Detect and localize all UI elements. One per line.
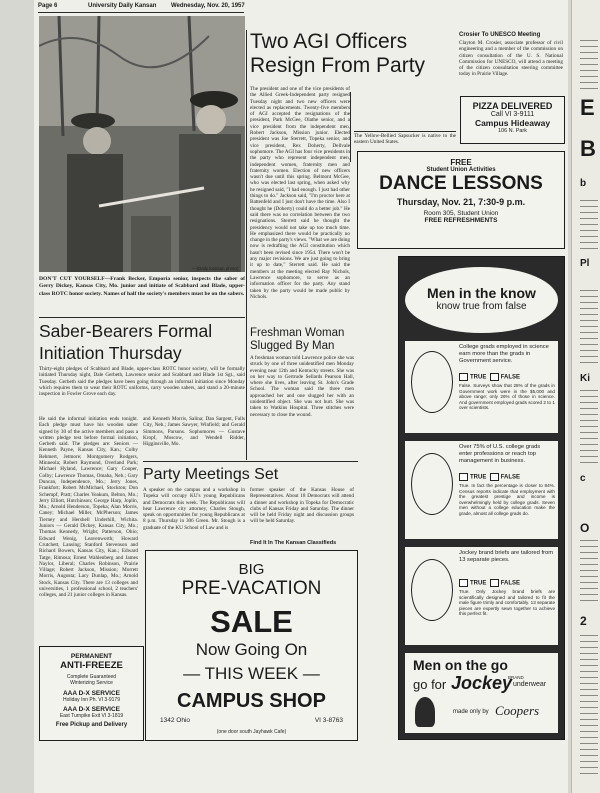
folio-date: Wednesday, Nov. 20, 1957 [171, 3, 245, 9]
jockey-brand-suffix: BRAND [508, 675, 524, 680]
q2-true-label: TRUE [470, 474, 487, 481]
q2-false-label: FALSE [500, 474, 521, 481]
edge-text-lines [580, 390, 598, 465]
edge-letter-4: Pl [580, 258, 590, 269]
antifreeze-station-2-address: East Turnpike Exit VI 3-1819 [59, 713, 124, 719]
q1-false-label: FALSE [500, 374, 521, 381]
q3-true-checkbox[interactable] [459, 579, 468, 587]
edge-letter-8: 2 [580, 614, 587, 628]
jockey-tagline-2: go for [413, 677, 447, 692]
jockey-question-1 [405, 341, 558, 433]
edge-letter-3: b [580, 178, 587, 189]
agi-body: The president and one of the vice presidents of the Allied Greek-Independent party resigned Tuesday night and two new officers were elected as replacements. Twenty-five members of AGI accepted the resignations of the president, Park McGee, Olathe senior, and a vice president from the independent men, Robert Jackson, Mission junior. Elected president was Joe Sterrett, Topeka senior, and vice president, Rex Doherty, Dellvale sophomore. The AGI has four vice presidents in the party who represent independent men, independent women, fraternity men and fraternity women. Election of new officers wasn't due until this spring. Belmont McGee, who was elected last spring, when asked why he resigned said, "I had enough. I just had other things to do." Jackson said, "I'm proctor here at Battenfeld and I just don't have the time. Also I thought he (Doherty) could do a better job." He said there was no correlation between the two resignations. Sterrett said he thought the presidency would not take up too much time. He emphasized there would be practically no change in the party's views. "What we are doing now is redrafting the AGI constitution which hasn't been revised since 1954. There won't be any major revisions. We are just going to bring it up to date," Sterrett said. He said the members at the meeting elected Ray Nichols, Lawrence sophomore, to serve as an information officer for the party. Any stand taken by the party would be made public by Nichols. [250, 86, 350, 300]
antifreeze-line-1: Complete Guaranteed [66, 674, 117, 680]
folio-rule [38, 12, 244, 13]
newspaper-page [34, 0, 568, 793]
rotc-saber-photo [39, 16, 245, 272]
antifreeze-title-2: ANTI-FREEZE [60, 660, 123, 671]
party-headline: Party Meetings Set [143, 466, 279, 483]
edge-letter-1: E [580, 95, 595, 120]
edge-text-lines [580, 200, 598, 250]
antifreeze-station-2: AAA D-X SERVICE [62, 706, 121, 713]
jockey-q2-answer: True. In fact the percentage is closer to 84%. Census reports indicate that employment with the greatest prestige and income is overwhelmingly held by college grads. Seven men without a college education make the grade, almost all college grads do. [459, 483, 555, 516]
saber-headline: Saber-Bearers Formal Initiation Thursday [39, 321, 213, 363]
classifieds-plug: Find It In The Kansan Classifieds [250, 540, 337, 546]
dance-title: DANCE LESSONS [379, 173, 543, 194]
scientist-illustration-icon [411, 351, 453, 413]
jockey-q1-answer: False. Surveys show that 28% of the grads in Government work were in the $5,000 and above range; only 26% of those in science. And government employed grads scored 2 to 1 over scientists. [459, 383, 555, 411]
campus-shop-note: (one door south Jayhawk Cafe) [216, 729, 287, 735]
jockey-made-by: made only by [453, 709, 489, 715]
unesco-body: Clayton M. Crosier, associate professor of civil engineering and a member of the commission on citizen consultation of the U. S. National Commission for UNESCO, will attend a meeting of the citizen consultation steering committee today in Prairie Village. [459, 40, 563, 78]
pizza-name: Campus Hideaway [474, 118, 551, 128]
edge-text-lines [580, 290, 598, 365]
edge-text-lines [580, 540, 598, 606]
antifreeze-station-1-address: Holiday Inn Ph. VI 3-9179 [63, 697, 120, 703]
dance-sponsor: Student Union Activities [426, 167, 496, 173]
q2-false-checkbox[interactable] [490, 473, 499, 481]
q3-true-label: TRUE [470, 580, 487, 587]
jockey-brand-logo: Jockey [451, 673, 513, 693]
jockey-q3-options [459, 579, 520, 587]
campus-shop-address: 1342 Ohio [160, 717, 190, 724]
jockey-question-3 [405, 547, 558, 645]
jockey-headline-1: Men in the know [427, 285, 536, 301]
q1-false-checkbox[interactable] [490, 373, 499, 381]
jockey-q3-text: Jockey brand briefs are tailored from 13 separate pieces. [459, 550, 554, 563]
q3-false-label: FALSE [500, 580, 521, 587]
column-rule-agi [350, 92, 351, 162]
antifreeze-title-1: PERMANENT [70, 653, 113, 660]
saber-column-2: and Kenneth Morris, Salina; Dan Sargent, Falls City, Neb.; James Sawyer, Winfield; and Gerald Simmons, Parsons. Sophomores — Gustave Kropf, Moscow, and Wendell Ridder, Higginsville, Mo. [143, 416, 245, 448]
column-rule-left [246, 30, 247, 460]
photo-illustration [39, 16, 245, 272]
dance-lessons-ad [357, 151, 565, 249]
jockey-q1-options [459, 373, 520, 381]
antifreeze-station-1: AAA D-X SERVICE [62, 690, 121, 697]
jockey-headline-2: know true from false [436, 301, 527, 312]
jockey-underwear: underwear [513, 681, 547, 688]
coopers-logo: Coopers [495, 703, 540, 718]
party-column-1: A speaker on the campus and a workshop in Topeka will occupy KU's young Republicans and Democrats this week. The Republicans will hear Lawrence city attorney, Charles Stough, speak on opportunities for young Republicans at 8 p.m. Thursday in 306 Green. Mr. Stough is a graduate of the KU School of Law and is [143, 487, 245, 531]
antifreeze-ad [39, 646, 144, 741]
pizza-title: PIZZA DELIVERED [472, 101, 553, 111]
campus-shop-ad [145, 550, 358, 741]
jockey-headline-oval [405, 267, 558, 333]
edge-text-lines [580, 40, 598, 90]
photo-caption: DON'T CUT YOURSELF—Frank Becker, Emporia senior, inspects the saber of Gerry Dickey, Kansas City, Mo. junior and initiate of Scabbard and Blade, upper-class ROTC honor society. Names of half the society's members must be on the sabers. [39, 276, 245, 297]
jockey-man-icon [415, 697, 435, 727]
pizza-phone: Call VI 3-9111 [490, 111, 535, 118]
executive-illustration-icon [411, 453, 453, 515]
freshman-body: A freshman woman told Lawrence police she was struck by one of three unidentified men Monday evening near 12th and Kentucky streets. She was on her way to Gertrude Sellards Pearson Hall, where she lives, after leaving St. John's Grade School. The woman said the three men approached her and one slugged her with an unidentified object. She was not hurt. She was taken to Watkins Hospital. Three stitches were necessary to close the wound. [250, 355, 354, 418]
jockey-question-2 [405, 441, 558, 539]
campus-shop-sale: SALE [210, 604, 293, 639]
edge-letter-5: Ki [580, 373, 590, 384]
antifreeze-pickup: Free Pickup and Delivery [55, 722, 128, 728]
q2-true-checkbox[interactable] [459, 473, 468, 481]
jockey-ad [398, 256, 565, 740]
edge-letter-7: O [580, 521, 590, 535]
pizza-ad [460, 96, 565, 144]
party-column-2: former speaker of the Kansas House of Representatives. About 18 Democrats will attend a dinner and workshop in Topeka for Democratic clubs of Kansas Friday and Saturday. The dinner will be held Friday night and discussion groups will be held Saturday. [250, 487, 354, 525]
jockey-q2-text: Over 75% of U.S. college grads enter professions or reach top management in business. [459, 444, 541, 464]
folio-page-number: Page 6 [38, 3, 58, 9]
agi-headline: Two AGI Officers Resign From Party [250, 30, 426, 77]
edge-text-lines [580, 635, 598, 775]
jockey-q3-answer: True. Only Jockey brand briefs are scientifically designed and tailored to fit the male figure trimly and comfortably. 13 separate pieces are expertly sewn together to achieve this perfect fit. [459, 589, 555, 617]
q3-false-checkbox[interactable] [490, 579, 499, 587]
photo-credit: —(Daily Kansan photo) [192, 266, 239, 271]
campus-shop-phone: VI 3-8763 [314, 717, 343, 724]
briefs-illustration-icon [411, 559, 453, 621]
unesco-title: Crosier To UNESCO Meeting [459, 32, 541, 38]
pizza-address: 106 N. Park [497, 128, 528, 134]
jockey-q2-options [459, 473, 520, 481]
dance-where: Room 305, Student Union [423, 210, 499, 217]
caption-rule [39, 317, 245, 318]
campus-shop-prevacation: PRE-VACATION [181, 578, 322, 599]
q1-true-checkbox[interactable] [459, 373, 468, 381]
dance-refreshments: FREE REFRESHMENTS [424, 217, 498, 224]
campus-shop-big: BIG [238, 561, 265, 578]
sapsucker-filler: The Yellow-Bellied Sapsucker is native to the eastern United States. [354, 133, 456, 146]
edge-letter-6: c [580, 473, 586, 484]
dance-when: Thursday, Nov. 21, 7:30-9 p.m. [396, 197, 526, 207]
freshman-headline: Freshman Woman Slugged By Man [250, 327, 345, 352]
jockey-tagline-panel [405, 653, 558, 733]
campus-shop-name: CAMPUS SHOP [177, 690, 326, 712]
saber-intro: Thirty-eight pledges of Scabbard and Blade, upper-class ROTC honor society, will be formally initiated Thursday night, Dale Gerbeth, Lawrence senior and Scabbard and Blade 1st Sgt., said Tuesday. Gerbeth said the pledges have been going through an informal initiation since Monday which requires them to wear their ROTC uniforms, carry wooden sabers, and stand a 20-minute inspection in Fowler Grove each day. [39, 366, 245, 398]
jockey-tagline-1: Men on the go [413, 657, 508, 673]
party-rule [143, 461, 358, 462]
folio-paper-name: University Daily Kansan [88, 3, 157, 9]
saber-column-1: He said the informal initiation ends tonight. Each pledge must have his wooden saber signed by 30 of the active members and pass a written pledge test before formal initiation, Gerbeth said. The pledges are: Seniors — Kenneth Payne, Kansas City, Kan.; Colby Rehmert, Jetmore; Montgomery Rodgers, Minneola; Robert Raymond, Overland Park; Michael Hyland, Lawrence; Gary Cooper, Colby; Lawrence Thomas, Omaha, Neb.; Gary Duncan, Independence, Mo.; Jerry Jones, Frankfort; Robert McMichael, Stockton; Don Schempf, Pratt; Charles Yeakum, Belton, Mo.; Jerry Elliott, Hutchinson; George Harp, Joplin, Mo.; Arnold Henderson, Topeka; Alan Morris, Caney; Michael Miller, McPherson; James Tierney and Hershell Underhill, Wichita. Juniors — Gerald Dickey, Kansas City, Mo.; Thomas Kennedy, Wright; Patterson, Ohio; Edward Wenig, Leavenworth; Howard Crutchett, Lansing; Stanford Stevenson and Richard Bowers, Kansas City, Kan.; Edward Tatge, Rimosa; Ernest Wahlenberg and James Naylor, Liberal; Charles Robinson, Prairie Village; Robert Jackson, Mission; Morrett Morris, Augusta; Lacy Dunlap, Mo.; Arnold Stock, Kansas City. There are 13 colleges and universities, 1 professional school, 2 teachers' colleges, and 21 junior colleges in Kansas. [39, 416, 138, 599]
dance-free: FREE [450, 158, 472, 167]
adjacent-page-strip [571, 0, 600, 793]
jockey-q1-text: College grads employed in science earn more than the grads in Government service. [459, 344, 549, 364]
edge-letter-2: B [580, 136, 596, 161]
q1-true-label: TRUE [470, 374, 487, 381]
antifreeze-line-2: Winterizing Service [70, 680, 113, 686]
campus-shop-now-going: Now Going On [195, 640, 308, 659]
campus-shop-week: — THIS WEEK — [183, 664, 320, 683]
